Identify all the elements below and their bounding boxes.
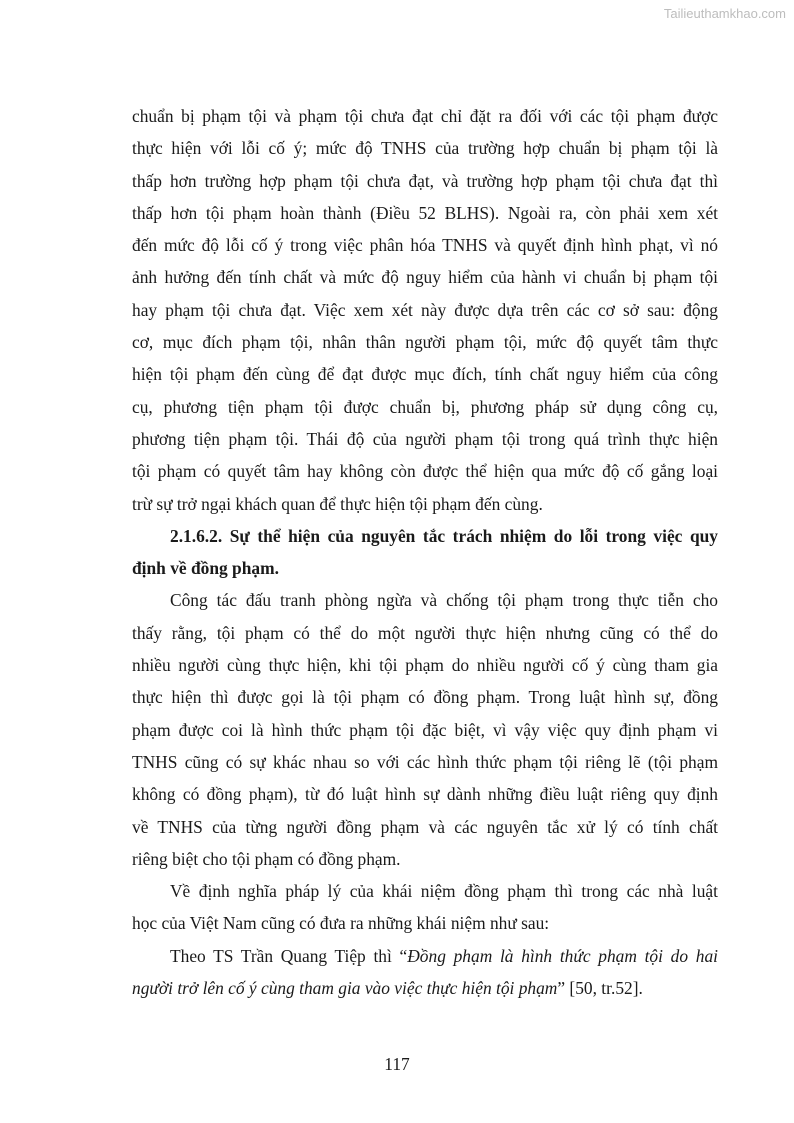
watermark: Tailieuthamkhao.com (663, 6, 786, 21)
text-line: đến mức độ lỗi cố ý trong việc phân hóa TNHS và quyết định hình phạt, vì nó (132, 235, 718, 256)
text-line: Về định nghĩa pháp lý của khái niệm đồng phạm thì trong các nhà luật (170, 881, 718, 902)
text-line: chuẩn bị phạm tội và phạm tội chưa đạt chỉ đặt ra đối với các tội phạm được (132, 106, 718, 126)
text-line: phạm được coi là hình thức phạm tội đặc biệt, vì vậy việc quy định phạm vi (132, 719, 718, 740)
text-line: trừ sự trở ngại khách quan để thực hiện tội phạm đến cùng. (132, 493, 543, 514)
text-line: hay phạm tội chưa đạt. Việc xem xét này được dựa trên các cơ sở sau: động (132, 299, 718, 320)
text-line: TNHS cũng có sự khác nhau so với các hình thức phạm tội riêng lẽ (tội phạm (132, 751, 718, 772)
text-line: riêng biệt cho tội phạm có đồng phạm. (132, 848, 401, 869)
page-body (132, 100, 718, 1004)
quoted-definition: người trở lên cố ý cùng tham gia vào việc thực hiện tội phạm (132, 978, 558, 999)
text-line: học của Việt Nam cũng có đưa ra những khái niệm như sau: (132, 913, 550, 934)
text-line: thực hiện thì được gọi là tội phạm có đồng phạm. Trong luật hình sự, đồng (132, 687, 718, 708)
page-number: 117 (384, 1054, 410, 1074)
paragraph-4 (132, 940, 718, 1005)
section-heading (132, 520, 718, 585)
text-line: thấp hơn tội phạm hoàn thành (Điều 52 BLHS). Ngoài ra, còn phải xem xét (132, 202, 718, 223)
heading-line: định về đồng phạm. (132, 558, 279, 579)
paragraph-2 (132, 584, 718, 875)
text-line: Công tác đấu tranh phòng ngừa và chống tội phạm trong thực tiễn cho (170, 590, 718, 611)
text-line: nhiều người cùng thực hiện, khi tội phạm do nhiều người cố ý cùng tham gia (132, 655, 718, 676)
citation-lead-text: Theo TS Trần Quang Tiệp thì “ (170, 945, 408, 966)
text-line: thực hiện với lỗi cố ý; mức độ TNHS của trường hợp chuẩn bị phạm tội là (132, 138, 718, 159)
text-line: cụ, phương tiện phạm tội được chuẩn bị, phương pháp sử dụng công cụ, (132, 396, 718, 417)
paragraph-3 (132, 875, 718, 940)
paragraph-1 (132, 100, 718, 520)
text-line: không có đồng phạm), từ đó luật hình sự dành những điều luật riêng quy định (132, 784, 718, 805)
text-line: tội phạm có quyết tâm hay không còn được thể hiện qua mức độ cố gắng loại (132, 461, 718, 482)
text-line: cơ, mục đích phạm tội, nhân thân người phạm tội, mức độ quyết tâm thực (132, 332, 718, 353)
heading-line: 2.1.6.2. Sự thể hiện của nguyên tắc trách nhiệm do lỗi trong việc quy (170, 525, 718, 546)
text-line: thấy rằng, tội phạm có thể do một người thực hiện nhưng cũng có thể do (132, 622, 718, 643)
citation-line (132, 940, 718, 972)
quoted-definition: Đồng phạm là hình thức phạm tội do hai (407, 945, 718, 966)
citation-reference: ” [50, tr.52]. (557, 978, 643, 999)
citation-line (132, 972, 718, 1004)
text-line: hiện tội phạm đến cùng để đạt được mục đích, tính chất nguy hiểm của công (132, 364, 718, 385)
text-line: ảnh hưởng đến tính chất và mức độ nguy hiểm của hành vi chuẩn bị phạm tội (132, 267, 718, 288)
text-line: thấp hơn trường hợp phạm tội chưa đạt, và trường hợp phạm tội chưa đạt thì (132, 170, 718, 191)
text-line: về TNHS của từng người đồng phạm và các nguyên tắc xử lý có tính chất (132, 816, 718, 837)
text-line: phương tiện phạm tội. Thái độ của người phạm tội trong quá trình thực hiện (132, 428, 718, 449)
